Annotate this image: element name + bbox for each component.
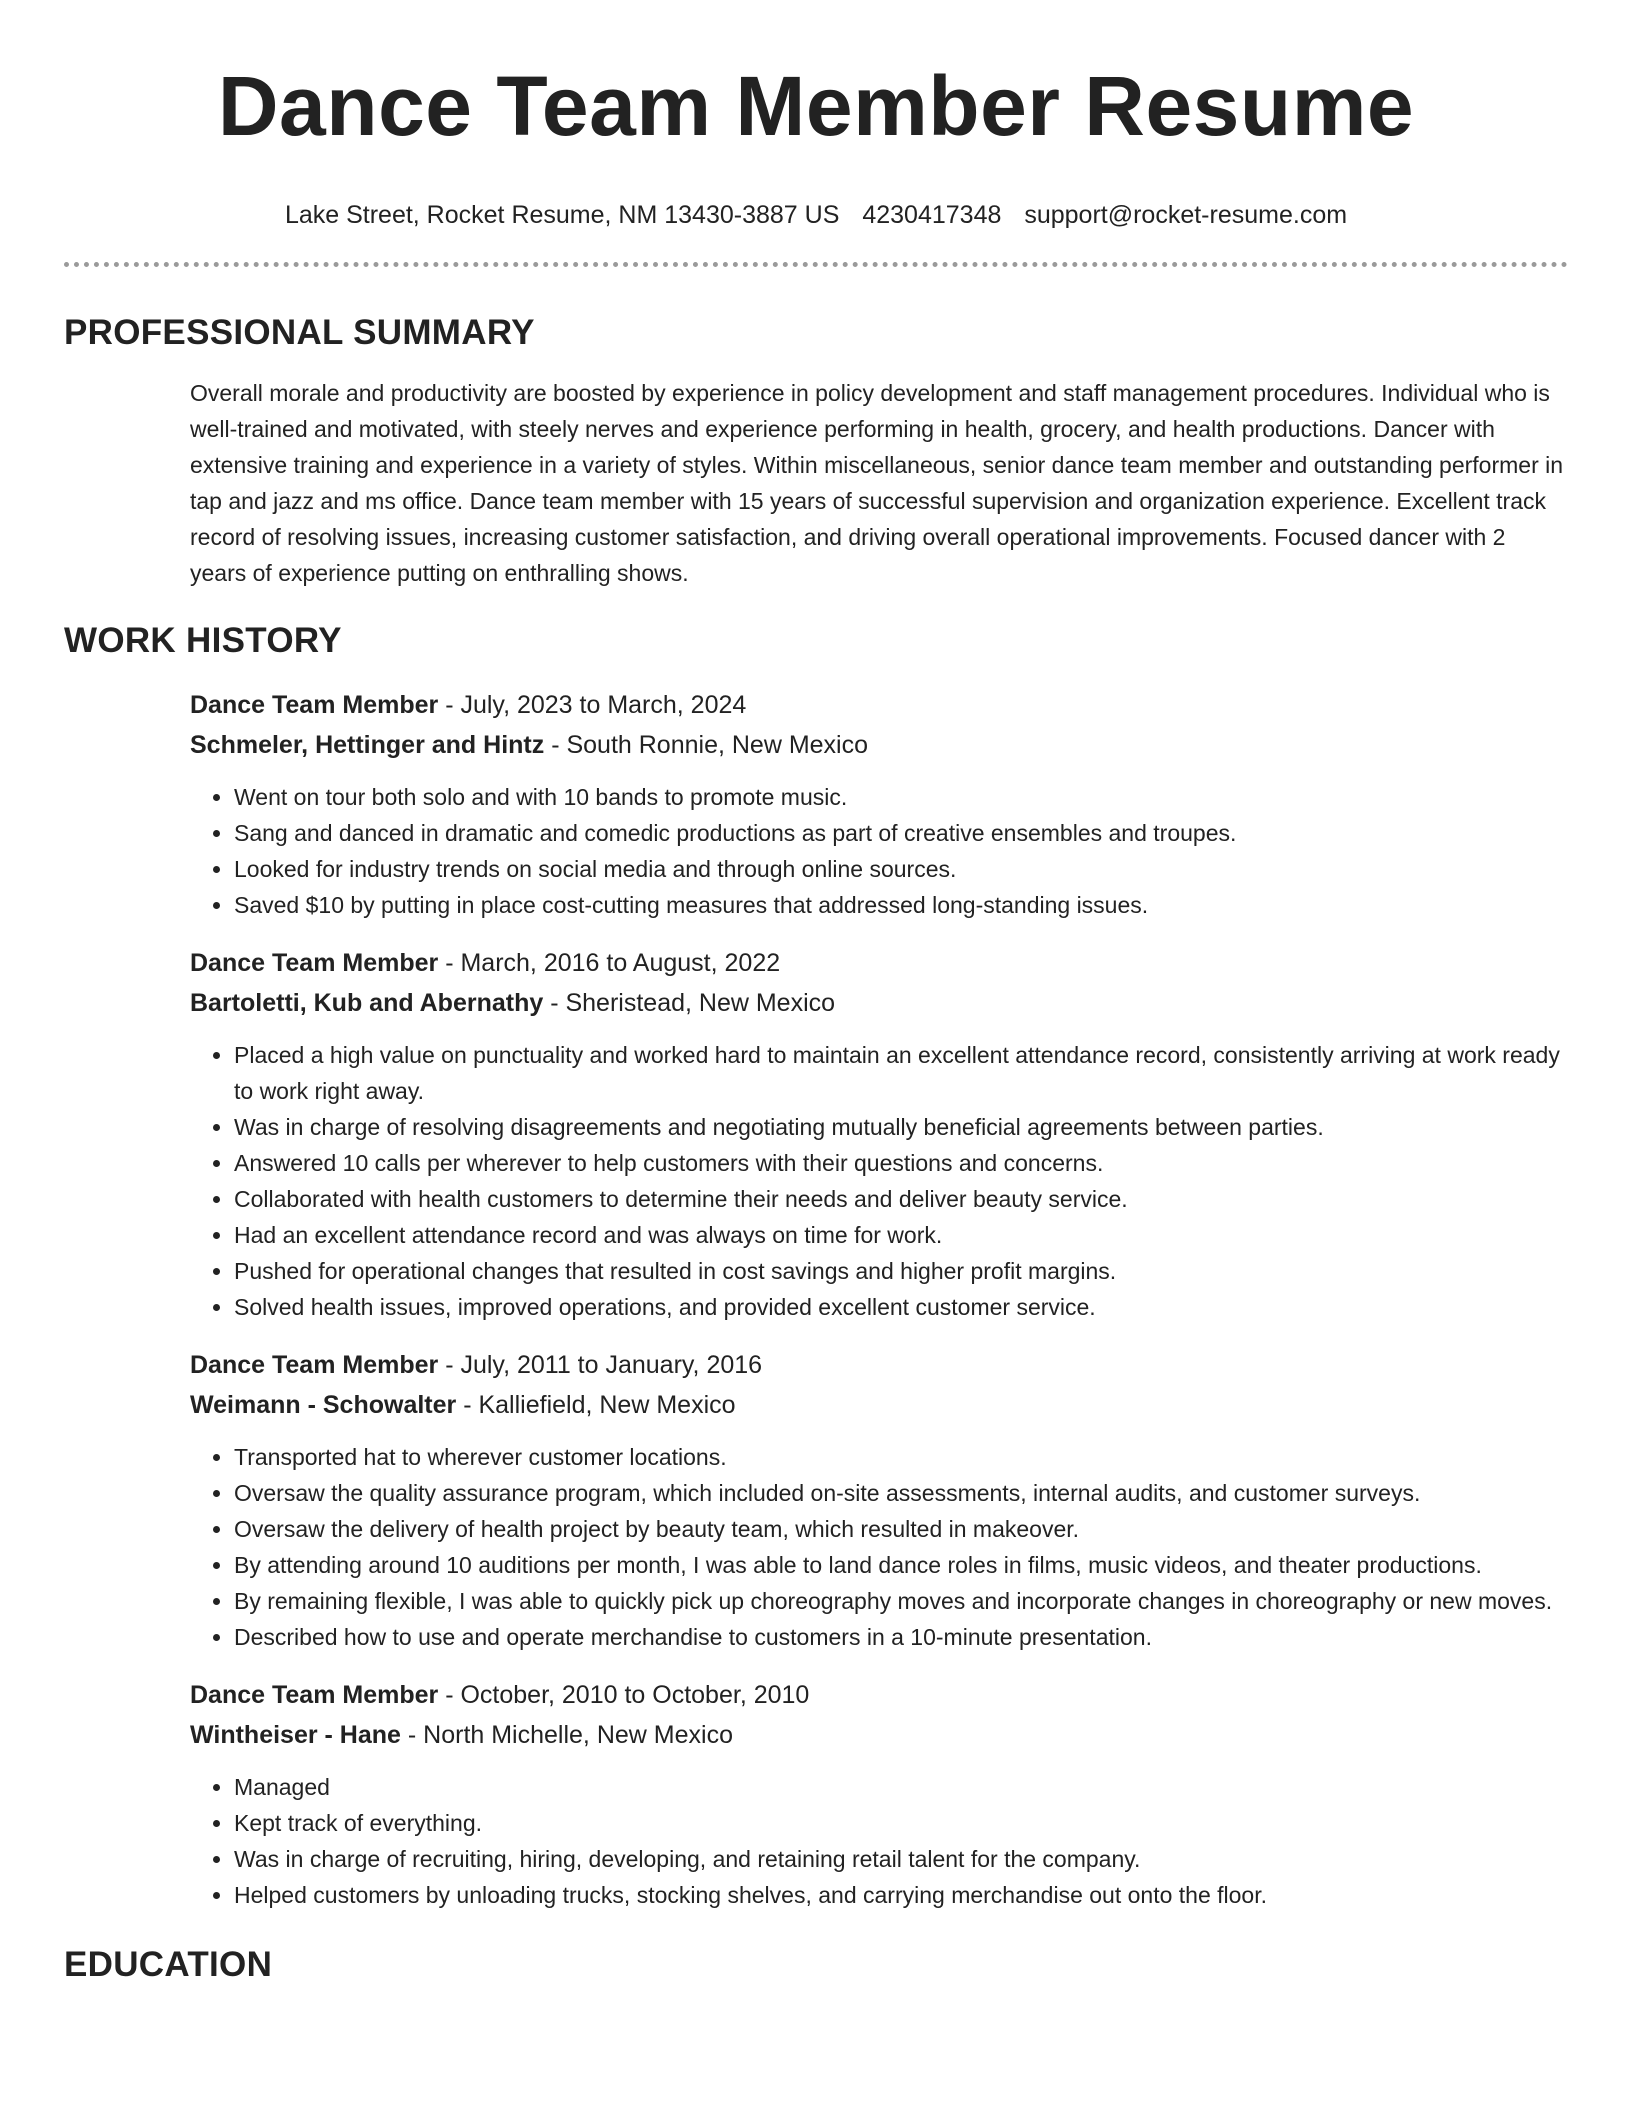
job-company-line (190, 1385, 1568, 1425)
duty-item: • Oversaw the quality assurance program, which included on-site assessments, internal audits, and customer surveys. (234, 1475, 1568, 1511)
job-company: Weimann - Schowalter (190, 1391, 457, 1419)
job-company-line (190, 725, 1568, 765)
duty-item: • Collaborated with health customers to determine their needs and deliver beauty service. (234, 1181, 1568, 1217)
duty-item: • Had an excellent attendance record and was always on time for work. (234, 1217, 1568, 1253)
duty-item: • Placed a high value on punctuality and worked hard to maintain an excellent attendance record, consistently arriving at work ready to work right away. (234, 1037, 1568, 1109)
job-duties (190, 1037, 1568, 1325)
job-title: Dance Team Member (190, 949, 439, 977)
job-title-line (190, 685, 1568, 725)
duty-item: • By remaining flexible, I was able to quickly pick up choreography moves and incorporate changes in choreography or new moves. (234, 1583, 1568, 1619)
job-title: Dance Team Member (190, 1681, 439, 1709)
duty-item: • By attending around 10 auditions per month, I was able to land dance roles in films, music videos, and theater productions. (234, 1547, 1568, 1583)
job-company: Wintheiser - Hane (190, 1721, 401, 1749)
job-company-line (190, 1715, 1568, 1755)
duty-item: • Solved health issues, improved operations, and provided excellent customer service. (234, 1289, 1568, 1325)
duty-item: • Went on tour both solo and with 10 bands to promote music. (234, 779, 1568, 815)
job-title-line (190, 943, 1568, 983)
resume-title: Dance Team Member Resume (217, 59, 1415, 153)
job-title: Dance Team Member (190, 1351, 439, 1379)
duty-item: • Was in charge of resolving disagreements and negotiating mutually beneficial agreements between parties. (234, 1109, 1568, 1145)
job-entry (190, 1345, 1568, 1655)
duty-item: • Transported hat to wherever customer locations. (234, 1439, 1568, 1475)
job-dates: - October, 2010 to October, 2010 (438, 1681, 810, 1709)
job-company: Schmeler, Hettinger and Hintz (190, 731, 545, 759)
summary-text: Overall morale and productivity are boosted by experience in policy development and staff management procedures. Individual who is well-trained and motivated, with steely nerves and experience performing in health, grocery, and health productions. Dancer with extensive training and experience in a variety of styles. Within miscellaneous, senior dance team member and outstanding performer in tap and jazz and ms office. Dance team member with 15 years of successful supervision and organization experience. Excellent track record of resolving issues, increasing customer satisfaction, and driving overall operational improvements. Focused dancer with 2 years of experience putting on enthralling shows. (190, 380, 1564, 586)
header-divider (64, 262, 1568, 267)
job-dates: - July, 2023 to March, 2024 (438, 691, 747, 719)
contact-email: support@rocket-resume.com (1024, 201, 1348, 229)
duty-item: • Answered 10 calls per wherever to help customers with their questions and concerns. (234, 1145, 1568, 1181)
section-title-summary: PROFESSIONAL SUMMARY (64, 313, 535, 352)
job-duties (190, 1769, 1568, 1913)
job-location: - Sheristead, New Mexico (543, 989, 836, 1017)
contact-address: Lake Street, Rocket Resume, NM 13430-3887 US (284, 201, 840, 229)
job-entry (190, 685, 1568, 923)
duty-item: • Helped customers by unloading trucks, stocking shelves, and carrying merchandise out onto the floor. (234, 1877, 1568, 1913)
contact-phone: 4230417348 (862, 201, 1002, 229)
duty-item: • Kept track of everything. (234, 1805, 1568, 1841)
job-dates: - July, 2011 to January, 2016 (438, 1351, 763, 1379)
job-company-line (190, 983, 1568, 1023)
duty-item: • Managed (234, 1769, 1568, 1805)
section-title-education: EDUCATION (64, 1945, 273, 1984)
job-dates: - March, 2016 to August, 2022 (438, 949, 781, 977)
job-title-line (190, 1675, 1568, 1715)
section-title-work-history: WORK HISTORY (64, 621, 342, 660)
duty-item: • Looked for industry trends on social media and through online sources. (234, 851, 1568, 887)
duty-item: • Pushed for operational changes that resulted in cost savings and higher profit margins. (234, 1253, 1568, 1289)
job-company: Bartoletti, Kub and Abernathy (190, 989, 544, 1017)
job-entry (190, 943, 1568, 1325)
duty-item: • Oversaw the delivery of health project by beauty team, which resulted in makeover. (234, 1511, 1568, 1547)
duty-item: • Sang and danced in dramatic and comedic productions as part of creative ensembles and troupes. (234, 815, 1568, 851)
duty-item: • Was in charge of recruiting, hiring, developing, and retaining retail talent for the company. (234, 1841, 1568, 1877)
job-location: - North Michelle, New Mexico (400, 1721, 733, 1749)
job-duties (190, 1439, 1568, 1655)
job-location: - Kalliefield, New Mexico (456, 1391, 736, 1419)
job-entry (190, 1675, 1568, 1913)
contact-line (64, 198, 1568, 232)
duty-item: • Saved $10 by putting in place cost-cutting measures that addressed long-standing issues. (234, 887, 1568, 923)
duty-item: • Described how to use and operate merchandise to customers in a 10-minute presentation. (234, 1619, 1568, 1655)
job-location: - South Ronnie, New Mexico (544, 731, 869, 759)
job-duties (190, 779, 1568, 923)
job-title: Dance Team Member (190, 691, 439, 719)
job-title-line (190, 1345, 1568, 1385)
